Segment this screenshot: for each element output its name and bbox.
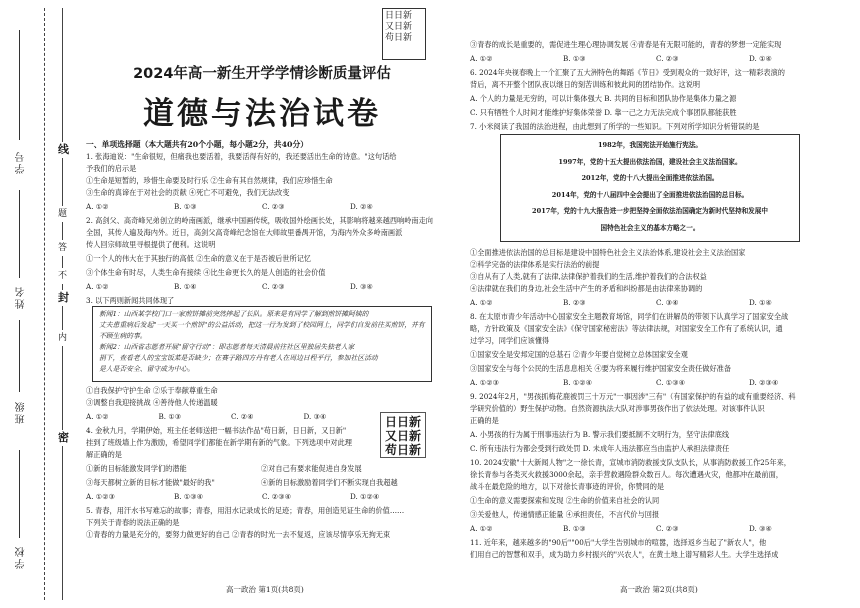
news-line: 是人是否安全、留守成为中心。 bbox=[99, 365, 195, 373]
option-a[interactable]: A. ①② bbox=[86, 282, 109, 291]
binding-dashed-line bbox=[44, 8, 45, 600]
choice-item: ③自从有了人类,就有了法律,法律保护着我们的生活,维护着我们的合法权益 bbox=[470, 272, 707, 281]
news-line: 新闻2：山西省志愿者开展"留守行动"：即志愿者每天清晨前往社区里独居失独老人家 bbox=[99, 343, 355, 351]
question-text: 6. 2024年央视春晚上一个汇聚了五大洲特色的舞蹈《节日》受到观众的一致好评，这一精彩表演的 bbox=[470, 68, 785, 77]
choice-item: ②科学完备的法律体系是实行法治的前提 bbox=[470, 260, 600, 269]
choice-item: ①生命的意义需要探索和发现 ②生命的价值来自社会的认同 bbox=[470, 496, 660, 505]
answer-options bbox=[470, 298, 842, 307]
option-c[interactable]: C. ②③ bbox=[656, 54, 679, 63]
school-label: 学校 bbox=[16, 545, 27, 569]
option-b[interactable]: B. ①④ bbox=[174, 282, 197, 291]
question-text: 下列关于青春的说法正确的是 bbox=[86, 518, 180, 527]
choice-item: ③每天都树立新的目标才能做"最好的我" bbox=[86, 478, 215, 487]
option-b[interactable]: B. ①③ bbox=[174, 202, 197, 211]
timeline-line: 2012年，党的十八大提出全面推进依法治国。 bbox=[581, 174, 719, 182]
school-blank bbox=[19, 450, 20, 538]
option-d[interactable]: D. ③④ bbox=[350, 282, 373, 291]
question-text: 过学习，同学们应该懂得 bbox=[470, 336, 550, 345]
choice-item: ①新的目标能激发同学们的潜能 bbox=[86, 464, 187, 473]
option-b[interactable]: B. ①②④ bbox=[563, 378, 593, 387]
choice-item: ③青春的成长是重要的，需促进生理心理协调发展 ④青春是有无限可能的，青春的梦想一定能实现 bbox=[470, 40, 782, 49]
news-line: 新闻1：山西某学校门口一家煎饼摊前突然摔起了长队。原来是有同学了解到煎饼摊阿姨的 bbox=[99, 310, 369, 318]
exam-title: 2024年高一新生开学学情诊断质量评估 bbox=[133, 66, 391, 82]
question-text: 4. 金秋九月，学期伊始，班主任老师送把一幅书法作品"苟日新，日日新，又日新" bbox=[86, 426, 347, 435]
subject-title: 道德与法治试卷 bbox=[143, 96, 381, 132]
choice-item: ①一个人的伟大在于其独行的高低 ②生命的意义在于是否被后世所记忆 bbox=[86, 254, 312, 263]
option-d[interactable]: D. ①④ bbox=[749, 54, 772, 63]
section-title: 一、单项选择题（本大题共有20个小题，每小题2分，共40分） bbox=[86, 140, 309, 149]
option-c[interactable]: C. ③④ bbox=[656, 298, 679, 307]
question-text: 9. 2024年2月，"男孩抓梅花鹿被罚三十万元"一事因涉"三有"（有国家保护的有益的或有重要经济、科 bbox=[470, 392, 796, 401]
option-c[interactable]: C. ②④ bbox=[231, 412, 254, 421]
question-text: 5. 青春，用汗水书写难忘的故事；青春，用泪水记录成长的足迹；青春，用创造见证生命的价值…… bbox=[86, 506, 405, 515]
news-line: 不顾生病的事。 bbox=[99, 332, 147, 340]
choice-item: ③国家安全与每个公民的生活息息相关 ④要为将来履行维护国家安全责任做好准备 bbox=[470, 364, 732, 373]
question-text: 10. 2024安徽"十大新闻人物"之一徐长青，宣城市消防救援支队支队长，从事消防救援工作25年来， bbox=[470, 458, 791, 467]
timeline-line: 1982年，我国宪法开始施行宪法。 bbox=[597, 141, 703, 149]
question-text: 8. 在太原市青少年活动中心国家安全主题教育场馆，同学们在讲解员的带领下认真学习了国家安全战 bbox=[470, 312, 789, 321]
timeline-line: 2017年，党的十九大报告进一步把坚持全面依法治国确定为新时代坚持和发展中 bbox=[532, 207, 768, 215]
choice-item: ④新的目标激励着同学们不断实现自我超越 bbox=[261, 478, 398, 487]
choice-item: A. 小男孩的行为属于刑事违法行为 B. 警示我们要抵制不文明行为，坚守法律底线 bbox=[470, 430, 730, 439]
option-b[interactable]: B. ②③ bbox=[563, 298, 586, 307]
seal-char: 线 bbox=[58, 143, 69, 156]
student-no-blank bbox=[19, 30, 20, 140]
question-text: 7. 小米阅读了我国的法治进程，由此想到了所学的一些知识。下列对所学知识分析错误的是 bbox=[470, 122, 760, 131]
timeline-line: 国特色社会主义的基本方略之一。 bbox=[600, 223, 700, 232]
timeline-line: 2014年，党的十八届四中全会提出了全面推进依法治国的总目标。 bbox=[551, 190, 749, 199]
option-a[interactable]: A. ①② bbox=[470, 54, 493, 63]
exam-page-2 bbox=[470, 0, 842, 608]
option-d[interactable]: D. ②④ bbox=[350, 202, 373, 211]
class-label: 班级 bbox=[16, 400, 27, 424]
news-line: 丈夫患重病后发起"一天买一个煎饼"的公益活动，把这一行为发到了校园网上，同学们自发前往买煎饼，并有 bbox=[99, 321, 425, 329]
choice-item: ③个体生命有时尽，人类生命有接续 ④比生命更长久的是人创造的社会价值 bbox=[86, 268, 326, 277]
question-text: 全国，其传人遍及海内外。近日，高剑父高奇峰纪念馆在大师故里番禺开馆，为海内外众多岭南画派 bbox=[86, 228, 403, 237]
option-a[interactable]: A. ①② bbox=[86, 412, 109, 421]
answer-options bbox=[86, 202, 438, 211]
answer-options bbox=[470, 378, 842, 387]
answer-options bbox=[86, 412, 376, 421]
question-text: 战斗在最危险的地方，以下对徐长青事迹的评价，你赞同的是 bbox=[470, 482, 665, 491]
seal-char: 答 bbox=[58, 240, 67, 256]
timeline-box bbox=[500, 134, 800, 242]
option-b[interactable]: B. ①③ bbox=[158, 412, 182, 421]
seal-char: 题 bbox=[58, 206, 67, 222]
question-text: 挂到了班级墙上作为激励，希望同学们都能在新学期有新的气象。下列选项中对此理 bbox=[86, 438, 352, 447]
option-b[interactable]: B. ①③ bbox=[563, 54, 586, 63]
calligraphy-stamp-top: 日日新 又日新 苟日新 bbox=[382, 8, 426, 60]
option-c[interactable]: C. ②③ bbox=[262, 282, 285, 291]
choice-item: ①青春的力量是充分的，要努力做更好的自己 ②青春的时光一去不复返，应该尽情享乐无拘无束 bbox=[86, 530, 391, 539]
choice-item: ②对自己有要求能促进自身发展 bbox=[261, 464, 362, 473]
page-footer: 高一政治 第2页(共8页) bbox=[620, 585, 698, 594]
question-text: 们用自己的智慧和双手，成为助力乡村振兴的"兴农人"，在黄土地上谱写精彩人生。大学生选择成 bbox=[470, 550, 779, 559]
option-c[interactable]: C. ②③④ bbox=[262, 492, 292, 501]
seal-char: 密 bbox=[58, 431, 69, 444]
option-b[interactable]: B. ①③④ bbox=[174, 492, 204, 501]
option-c[interactable]: C. ②③ bbox=[262, 202, 285, 211]
binding-margin bbox=[0, 0, 72, 608]
name-blank bbox=[19, 190, 20, 278]
choice-item: A. 个人的力量是无穷的，可以计集体强大 B. 共同的目标和团队协作是集体力量之源 bbox=[470, 94, 737, 103]
seal-char: 封 bbox=[58, 291, 69, 304]
option-c[interactable]: C. ②③ bbox=[656, 524, 679, 533]
calligraphy-artwork: 日日新 又日新 苟日新 bbox=[380, 412, 426, 458]
choice-item: ④法律就在我们的身边,社会生活中产生的矛盾和纠纷都是由法律来协调的 bbox=[470, 284, 703, 293]
option-d[interactable]: D. ②③④ bbox=[749, 378, 779, 387]
option-d[interactable]: D. ③④ bbox=[749, 524, 772, 533]
news-line: 捐下，查看老人的宝宝饭菜是否缺少；在赛子路四方丹有老人在周边日程平行，参加社区活动 bbox=[99, 354, 378, 362]
choice-item: ①生命是短暂的，珍惜生命要及时行乐 ②生命有其自然规律，我们应珍惜生命 bbox=[86, 176, 333, 185]
choice-item: ③关爱他人，传递情感正能量 ④承担责任，不言代价与回报 bbox=[470, 510, 660, 519]
question-text: 正确的是 bbox=[470, 416, 499, 425]
choice-item: ①国家安全是安邦定国的总基石 ②青少年要自觉树立总体国家安全观 bbox=[470, 350, 688, 359]
question-text: 3. 以下两则新闻共同体现了 bbox=[86, 296, 175, 305]
option-a[interactable]: A. ①② bbox=[86, 202, 109, 211]
seal-char: 不 bbox=[58, 268, 67, 284]
choice-item: ①全面推进依法治国的总目标是建设中国特色社会主义法治体系,建设社会主义法治国家 bbox=[470, 248, 746, 257]
page-footer: 高一政治 第1页(共8页) bbox=[226, 585, 304, 594]
answer-options bbox=[470, 54, 842, 63]
option-d[interactable]: D. ③④ bbox=[303, 412, 327, 421]
option-c[interactable]: C. ①③④ bbox=[656, 378, 686, 387]
exam-page-1 bbox=[86, 0, 438, 608]
option-a[interactable]: A. ①② bbox=[470, 524, 493, 533]
choice-item: ①自我保护守护生命 ②乐于奉献尊重生命 bbox=[86, 386, 218, 395]
question-text: 背后，离不开整个团队夜以继日的刻苦训练和彼此间的团结协作。这说明 bbox=[470, 80, 701, 89]
seal-char: 内 bbox=[58, 330, 67, 346]
choice-item: C. 所有违法行为都会受到行政处罚 D. 未成年人违法都应当由监护人承担法律责任 bbox=[470, 444, 730, 453]
question-text: 徐长青参与各类灭火救援3000余起，亲手营救遇险群众数百人。每次遭遇火灾，他都冲在最前面， bbox=[470, 470, 783, 479]
option-a[interactable]: A. ①②③ bbox=[470, 378, 500, 387]
question-text: 略，方针政策及《国家安全法》《保守国家秘密法》等法律法规，对国家安全工作有了系统认识，通 bbox=[470, 324, 783, 333]
news-box bbox=[92, 306, 432, 382]
option-a[interactable]: A. ①② bbox=[470, 298, 493, 307]
question-text: 传人回宗师故里寻根提供了便利。这说明 bbox=[86, 240, 216, 249]
choice-item: ③调整自我迎接挑战 ④善待他人传递温暖 bbox=[86, 398, 218, 407]
question-text: 解正确的是 bbox=[86, 450, 122, 459]
answer-options bbox=[86, 282, 438, 291]
option-a[interactable]: A. ①②③ bbox=[86, 492, 116, 501]
question-text: 11. 近年来，越来越多的"90后""00后"大学生告别城市的喧嚣，选择返乡当起了"新农人"，他 bbox=[470, 538, 767, 547]
question-text: 1. 张海迪说："生命很短，但痛我也要活着，我要活得有好的，我还要活出生命的诗意。"这句话给 bbox=[86, 152, 397, 161]
option-d[interactable]: D. ①②④ bbox=[350, 492, 380, 501]
class-blank bbox=[19, 320, 20, 392]
option-b[interactable]: B. ①③ bbox=[563, 524, 586, 533]
choice-item: C. 只有牺牲个人时间才能维护好集体荣誉 D. 靠一己之力无法完成个事团队都能获胜 bbox=[470, 108, 737, 117]
question-text: 予我们的启示是 bbox=[86, 164, 137, 173]
question-text: 2. 高剑父、高奇峰兄弟创立的岭南画派，继承中国画传统，吸收国外绘画长处，其影响将越来越西响岭南走向 bbox=[86, 216, 433, 225]
choice-item: ③生命的真谛在于对社会的贡献 ④死亡不可避免，我们无法改变 bbox=[86, 188, 290, 197]
student-no-label: 学号 bbox=[16, 150, 27, 174]
name-label: 姓名 bbox=[16, 285, 27, 309]
question-text: 学研究价值的）野生保护动物。自然资源执法大队对涉事男孩作出了依法处理。对该事件认识 bbox=[470, 404, 765, 413]
answer-options bbox=[470, 524, 842, 533]
answer-options bbox=[86, 492, 438, 501]
option-d[interactable]: D. ①④ bbox=[749, 298, 772, 307]
timeline-line: 1997年，党的十五大提出依法治国，建设社会主义法治国家。 bbox=[558, 157, 742, 166]
